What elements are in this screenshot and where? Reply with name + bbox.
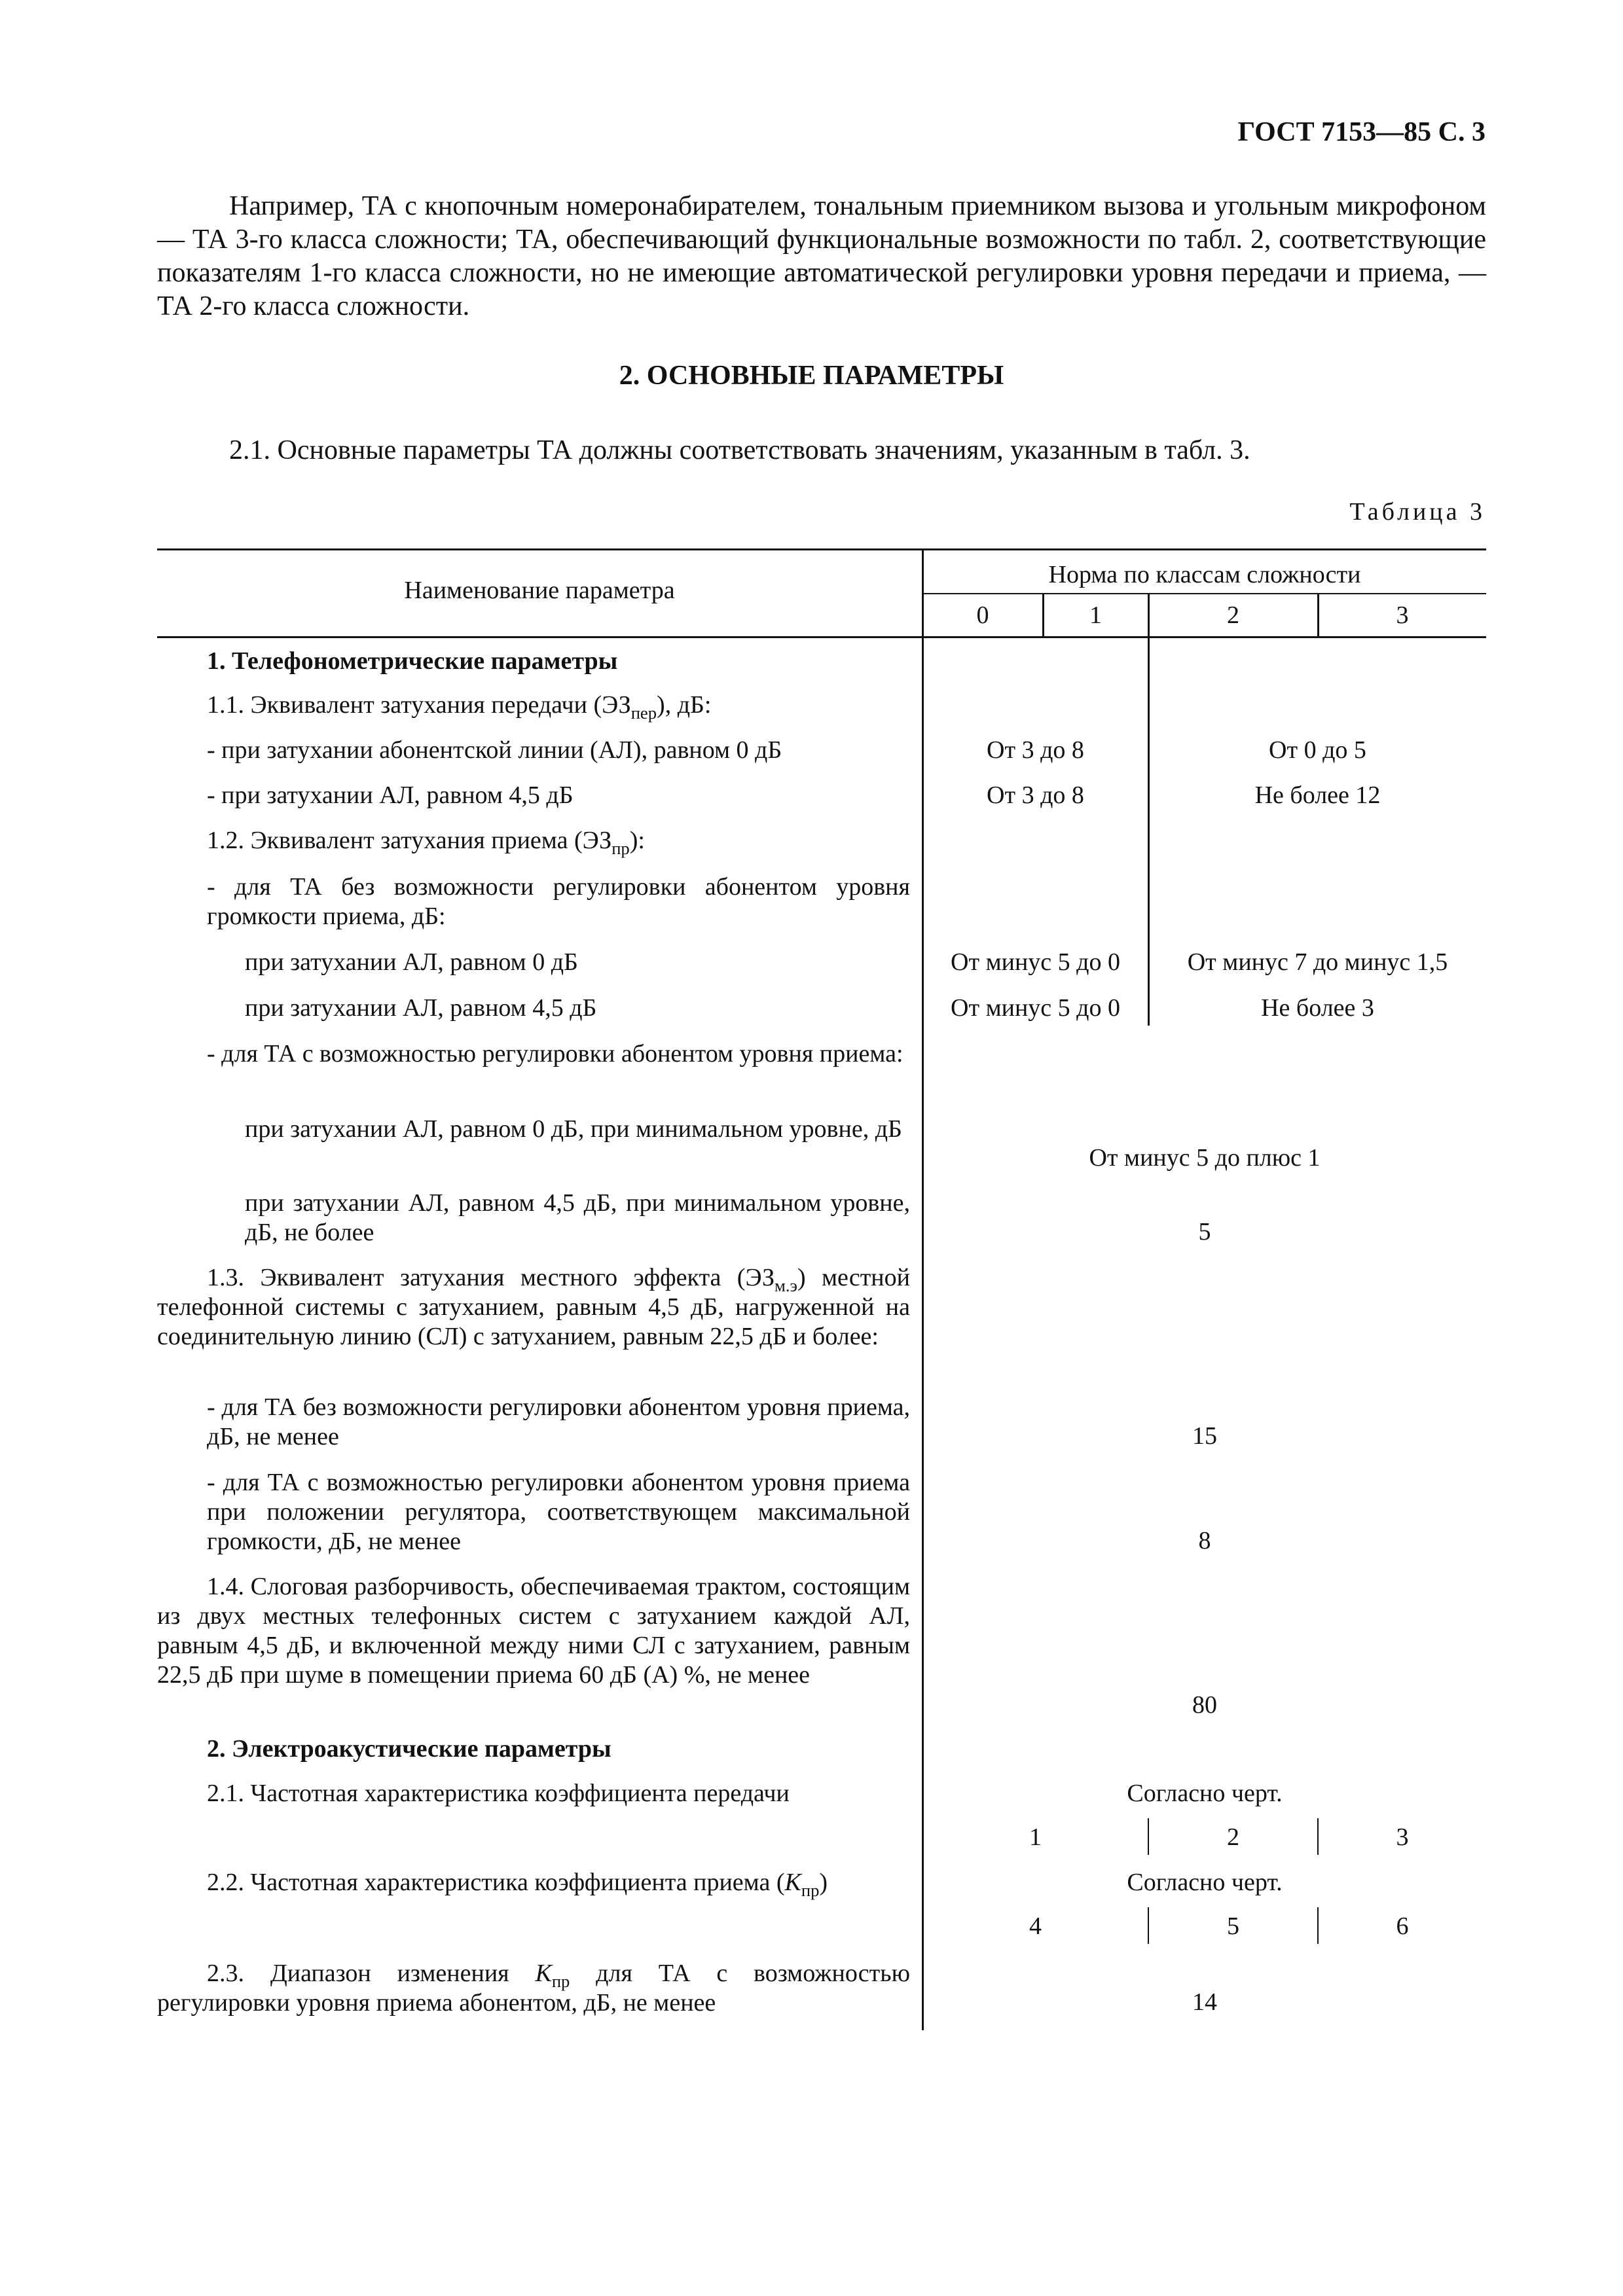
row-1-1b-class01-value: От 3 до 8 [987, 781, 1084, 809]
row-1-3b-label: - для ТА с возможностью регулировки абонентом уровня приема при положении регулятора, соответствующем максимальной громкости, дБ, не менее [207, 1469, 910, 1555]
row-2-2-rule-b [1317, 1907, 1319, 1944]
row-1-1a-class01-value: От 3 до 8 [987, 736, 1084, 764]
row-1-1a-label: - при затухании абонентской линии (АЛ), равном 0 дБ [207, 736, 782, 764]
table-caption: Таблица 3 [1349, 498, 1486, 526]
row-1-2a2-class23-value: Не более 3 [1261, 994, 1374, 1022]
class-1-header: 1 [1089, 601, 1102, 629]
row-1-1-sub: пер [630, 703, 657, 723]
row-1-3-label [157, 1263, 910, 1352]
row-1-3b-value: 8 [1198, 1527, 1211, 1554]
row-2-1-class01-figure: 1 [1029, 1823, 1042, 1851]
row-1-2a1-label: при затухании АЛ, равном 0 дБ [245, 948, 578, 976]
param-column-header: Наименование параметра [404, 577, 675, 604]
row-2-2-label [207, 1868, 828, 1900]
row-2-2-k: K [784, 1869, 801, 1896]
row-1-3-pre: 1.3. Эквивалент затухания местного эффекта (ЭЗ [207, 1264, 775, 1291]
row-1-2a2-class01-value: От минус 5 до 0 [951, 994, 1120, 1022]
row-1-2b1-value: От минус 5 до плюс 1 [1089, 1144, 1321, 1172]
table-header-bottom-rule [157, 636, 1486, 638]
intro-paragraph: Например, ТА с кнопочным номеронабирателем, тональным приемником вызова и угольным микрофоном — ТА 3-го класса сложности; ТА, обеспечивающий функциональные возможности по табл. 2, соответствующие показателям 1-го класса сложности, но не имеющие автоматической регулировки уровня передачи и приема, — ТА 2-го класса сложности. [157, 191, 1486, 321]
row-2-2-sub: пр [801, 1880, 820, 1900]
row-2-2-class2-figure: 5 [1227, 1912, 1239, 1940]
group-1-title: 1. Телефонометрические параметры [207, 647, 618, 675]
param-column-rule [922, 550, 924, 2030]
row-1-1-pre: 1.1. Эквивалент затухания передачи (ЭЗ [207, 691, 631, 719]
row-1-2a1-class23-value: От минус 7 до минус 1,5 [1187, 948, 1448, 976]
row-1-3a-label: - для ТА без возможности регулировки абонентом уровня приема, дБ, не менее [207, 1393, 910, 1450]
row-2-3-k: K [535, 1960, 552, 1987]
row-2-3-label [157, 1959, 910, 2018]
row-2-1-rule-b [1317, 1818, 1319, 1855]
row-1-2a1-class01-value: От минус 5 до 0 [951, 948, 1120, 976]
row-2-2-class01-figure: 4 [1029, 1912, 1042, 1940]
norm-header-rule [922, 593, 1486, 594]
class-2-header: 2 [1227, 601, 1239, 629]
row-1-1b-label: - при затухании АЛ, равном 4,5 дБ [207, 781, 574, 809]
row-2-1-value: Согласно черт. [1127, 1780, 1283, 1807]
row-2-2-pre: 2.2. Частотная характеристика коэффициента приема ( [207, 1869, 785, 1896]
paragraph-2-1: 2.1. Основные параметры ТА должны соответствовать значениям, указанным в табл. 3. [229, 435, 1250, 465]
row-1-2b-label: - для ТА с возможностью регулировки абонентом уровня приема: [207, 1040, 903, 1067]
row-1-2-post: ): [629, 827, 645, 854]
row-1-2b1-label: при затухании АЛ, равном 0 дБ, при минимальном уровне, дБ [245, 1115, 902, 1143]
row-1-3-sub: м.э [775, 1276, 797, 1295]
row-2-2-rule-a [1148, 1907, 1149, 1944]
row-2-1-rule-a [1148, 1818, 1149, 1855]
row-2-1-class2-figure: 2 [1227, 1823, 1239, 1851]
row-1-1a-class23-value: От 0 до 5 [1269, 736, 1366, 764]
class-0-header: 0 [976, 601, 989, 629]
row-1-2a2-label: при затухании АЛ, равном 4,5 дБ [245, 994, 597, 1022]
row-1-4-label: 1.4. Слоговая разборчивость, обеспечиваемая трактом, состоящим из двух местных телефонных систем с затуханием каждой АЛ, равным 4,5 дБ, и включенной между ними СЛ с затуханием, равным 22,5 дБ при шуме в помещении приема 60 дБ (А) %, не менее [157, 1573, 910, 1689]
row-1-2b2-label: при затухании АЛ, равном 4,5 дБ, при минимальном уровне, дБ, не более [245, 1189, 910, 1246]
row-2-3-pre: 2.3. Диапазон изменения [207, 1960, 536, 1987]
row-1-3a-value: 15 [1192, 1422, 1217, 1450]
row-1-1b-class23-value: Не более 12 [1254, 781, 1381, 809]
row-1-1-label [207, 691, 712, 723]
row-1-4-value: 80 [1192, 1691, 1217, 1719]
table-top-rule [157, 548, 1486, 550]
row-2-1-class3-figure: 3 [1396, 1823, 1409, 1851]
row-1-3-post: ) местной телефонной системы с затуханием, равным 4,5 дБ, нагруженной на соединительную линию (СЛ) с затуханием, равным 22,5 дБ и более: [157, 1264, 910, 1350]
norm-column-header: Норма по классам сложности [1048, 561, 1361, 588]
page-header: ГОСТ 7153—85 С. 3 [1237, 117, 1486, 147]
row-1-1-post: ), дБ: [657, 691, 712, 719]
row-2-2-class3-figure: 6 [1396, 1912, 1409, 1940]
row-2-3-value: 14 [1192, 1988, 1217, 2016]
class-3-header: 3 [1396, 601, 1409, 629]
row-2-3-post: для ТА с возможностью регулировки уровня приема абонентом, дБ, не менее [157, 1960, 910, 2017]
row-2-2-post: ) [819, 1869, 828, 1896]
section-title: 2. ОСНОВНЫЕ ПАРАМЕТРЫ [619, 361, 1004, 391]
row-1-2-sub: пр [611, 838, 630, 858]
row-1-2a-label: - для ТА без возможности регулировки абонентом уровня громкости приема, дБ: [207, 873, 910, 930]
row-2-2-value: Согласно черт. [1127, 1869, 1283, 1896]
row-1-2b2-value: 5 [1198, 1218, 1211, 1246]
row-1-2-pre: 1.2. Эквивалент затухания приема (ЭЗ [207, 827, 612, 854]
group-2-title: 2. Электроакустические параметры [207, 1735, 611, 1763]
row-2-3-sub: пр [551, 1971, 570, 1991]
row-2-1-label: 2.1. Частотная характеристика коэффициента передачи [207, 1780, 790, 1807]
row-1-2-label [207, 826, 645, 858]
